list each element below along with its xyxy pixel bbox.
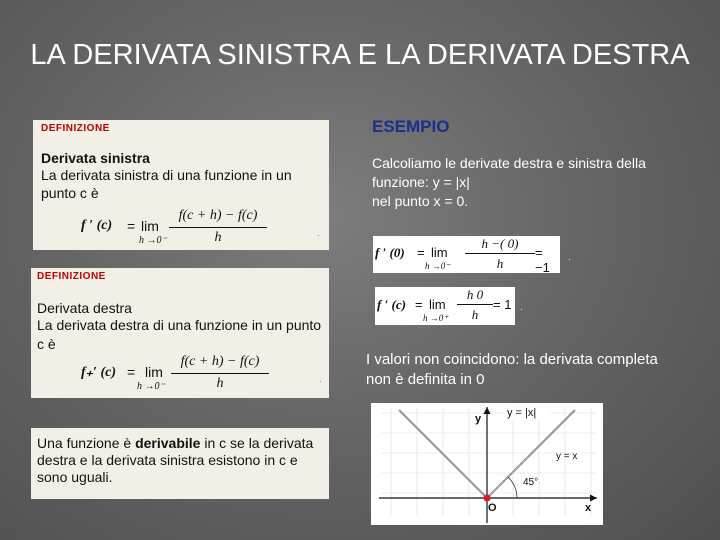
- formula-lhs: f ′ (0): [375, 245, 405, 260]
- definition-box-left-derivative: [33, 120, 329, 250]
- conclusion-text: I valori non coincidono: la derivata completa non è definita in 0: [366, 351, 658, 388]
- absolute-value-graph: [371, 403, 603, 525]
- definition-formula: f₊′ (c) = lim h →0⁻ f(c + h) − f(c) h .: [81, 354, 322, 392]
- formula-numerator: f(c + h) − f(c): [178, 208, 258, 223]
- example-text: [372, 154, 672, 211]
- definition-formula: f ′ (c) = lim h →0⁻ f(c + h) − f(c) h .: [81, 208, 320, 246]
- definition-label: DEFINIZIONE: [41, 123, 110, 134]
- definition-label: DEFINIZIONE: [37, 271, 106, 282]
- formula-eq: =: [417, 245, 425, 260]
- definition-heading: Derivata sinistra: [41, 150, 150, 166]
- formula-numerator: h 0: [466, 287, 484, 302]
- derivability-box: [31, 428, 329, 499]
- formula-eq: =: [415, 297, 423, 312]
- graph-svg: [371, 403, 603, 525]
- formula-eq: =: [127, 364, 136, 380]
- angle-label: 45°: [523, 477, 539, 488]
- formula-lhs: f ′ (c): [81, 218, 113, 233]
- formula-denominator: h: [496, 256, 504, 271]
- function-label: y = |x|: [507, 407, 537, 419]
- formula-result: = −1: [535, 245, 550, 275]
- example-line-2: nel punto x = 0.: [372, 193, 469, 209]
- formula-eq: =: [127, 218, 136, 234]
- formula-lim-sub: h →0⁻: [425, 261, 451, 271]
- formula-lim: lim: [145, 364, 163, 380]
- derivability-text-pre: Una funzione è: [37, 435, 136, 451]
- formula-denominator: h: [216, 376, 224, 391]
- definition-heading: Derivata destra: [37, 300, 132, 316]
- formula-lim: lim: [141, 218, 159, 234]
- formula-lhs: f ′ (c): [377, 297, 406, 312]
- formula-fraction: [171, 354, 269, 394]
- page-title: LA DERIVATA SINISTRA E LA DERIVATA DESTRA: [30, 39, 690, 71]
- formula-lim: lim: [431, 245, 448, 260]
- formula-fraction: [169, 208, 267, 248]
- formula-lim-sub: h →0⁻: [139, 235, 167, 246]
- formula-denominator: h: [214, 230, 222, 245]
- definition-text: La derivata destra di una funzione in un punto c è: [37, 317, 322, 352]
- example-line-1: Calcoliamo le derivate destra e sinistra della funzione: y = |x|: [372, 155, 646, 190]
- x-axis-label: x: [585, 502, 592, 514]
- definition-box-right-derivative: [31, 268, 329, 398]
- formula-lim-sub: h →0⁺: [423, 313, 449, 323]
- formula-denominator: h: [471, 307, 479, 322]
- origin-point: [484, 495, 491, 502]
- formula-fraction: [465, 236, 535, 273]
- y-axis-label: y: [475, 413, 482, 425]
- origin-label: O: [488, 502, 497, 514]
- formula-lim-sub: h →0⁻: [137, 381, 165, 392]
- formula-lhs: f₊′ (c): [81, 365, 117, 380]
- formula-numerator: f(c + h) − f(c): [180, 354, 260, 369]
- derivability-keyword: derivabile: [135, 435, 201, 451]
- derivability-text-rest: in c se la derivata destra e la derivata sinistra esistono in c e sono uguali.: [37, 435, 314, 485]
- example-formula-left: [373, 236, 560, 273]
- identity-label: y = x: [556, 451, 578, 462]
- angle-arc: [508, 477, 517, 498]
- example-heading: ESEMPIO: [372, 117, 450, 136]
- formula-fraction: [457, 287, 493, 325]
- definition-text: La derivata sinistra di una funzione in un punto c è: [41, 167, 292, 201]
- example-formula-right: [375, 287, 515, 325]
- formula-numerator: h −( 0): [481, 236, 519, 251]
- formula-lim: lim: [429, 297, 446, 312]
- formula-result: = 1: [493, 297, 512, 312]
